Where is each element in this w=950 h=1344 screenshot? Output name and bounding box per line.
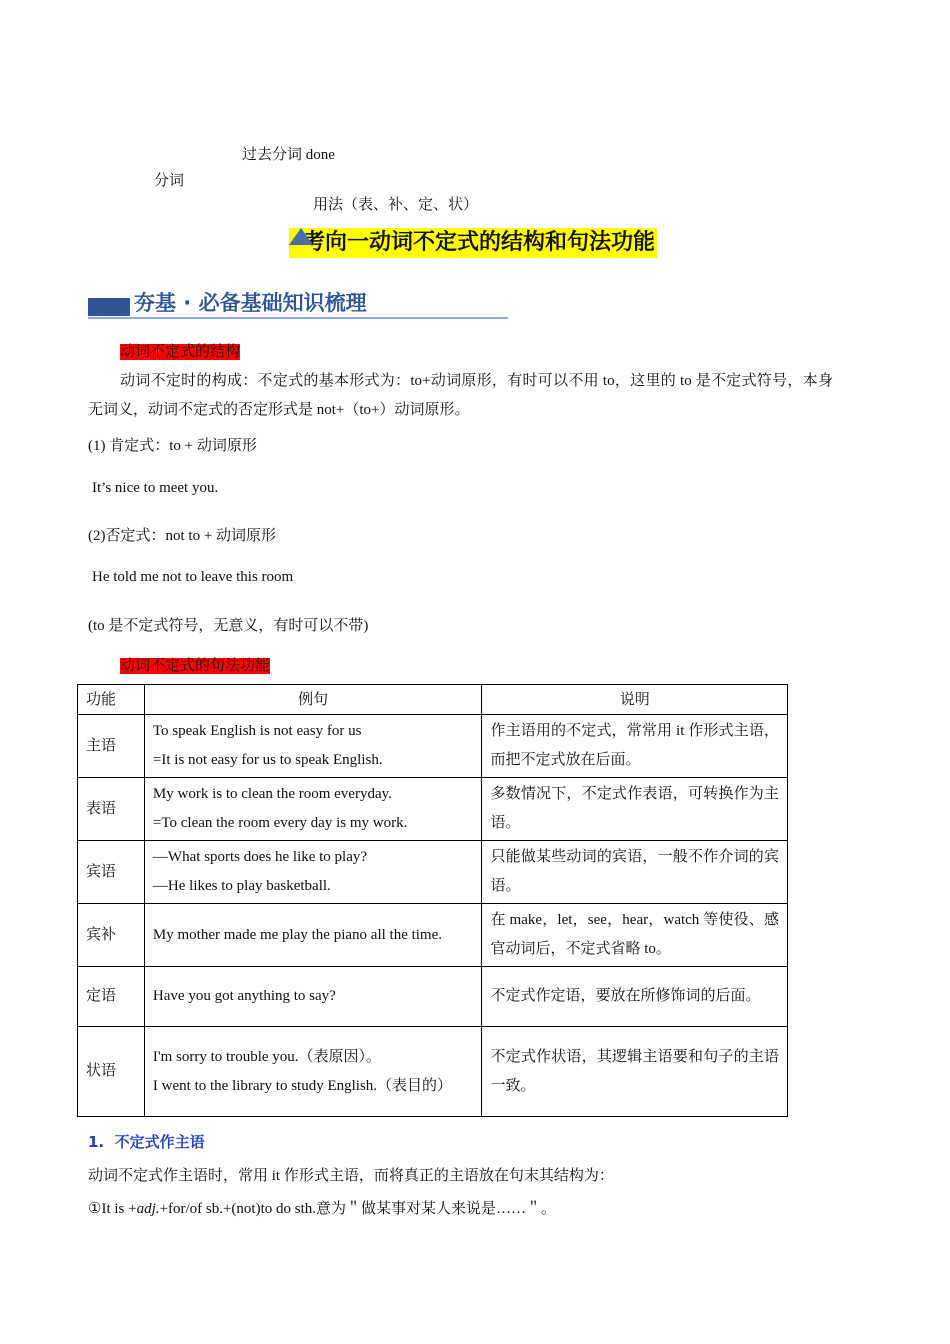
table-row	[78, 904, 788, 967]
function-table	[77, 684, 788, 1117]
row-function: 主语	[78, 715, 145, 778]
row-example: —What sports does he like to play? —He likes to play basketball.	[144, 841, 482, 904]
table-row	[78, 778, 788, 841]
row-explanation: 在 make，let，see，hear，watch 等使役、感官动词后，不定式省略 to。	[482, 904, 788, 967]
negative-example: He told me not to leave this room	[92, 569, 294, 585]
table-row	[78, 967, 788, 1027]
to-note: (to 是不定式符号，无意义，有时可以不带)	[88, 618, 369, 634]
past-participle-line: 过去分词 done	[242, 147, 335, 163]
banner-bar	[88, 298, 130, 316]
affirmative-label: (1) 肯定式：to + 动词原形	[88, 438, 257, 454]
row-function: 定语	[78, 967, 145, 1027]
subsection-heading: 1. 不定式作主语	[88, 1133, 205, 1151]
table-row	[78, 715, 788, 778]
row-explanation: 只能做某些动词的宾语，一般不作介词的宾语。	[482, 841, 788, 904]
row-explanation: 不定式作定语，要放在所修饰词的后面。	[482, 967, 788, 1027]
table-row	[78, 1027, 788, 1117]
header-example: 例句	[144, 685, 482, 715]
structure-heading: 动词不定式的结构	[120, 344, 241, 360]
row-explanation: 作主语用的不定式，常常用 it 作形式主语，而把不定式放在后面。	[482, 715, 788, 778]
row-example: I'm sorry to trouble you.（表原因）。 I went to the library to study English.（表目的）	[144, 1027, 482, 1117]
subsection-rule: ①It is +adj.+for/of sb.+(not)to do sth.意为＂做某事对某人来说是……＂。	[88, 1201, 556, 1217]
header-explanation: 说明	[482, 685, 788, 715]
section-banner: 夯基 · 必备基础知识梳理	[134, 291, 367, 315]
banner-underline	[88, 317, 508, 319]
row-explanation: 多数情况下，不定式作表语，可转换作为主语。	[482, 778, 788, 841]
usage-line: 用法（表、补、定、状）	[313, 197, 479, 213]
table-header-row	[78, 685, 788, 715]
row-function: 宾语	[78, 841, 145, 904]
row-explanation: 不定式作状语，其逻辑主语要和句子的主语一致。	[482, 1027, 788, 1117]
affirmative-example: It’s nice to meet you.	[92, 480, 219, 496]
row-example: My work is to clean the room everyday. =To clean the room every day is my work.	[144, 778, 482, 841]
row-function: 表语	[78, 778, 145, 841]
row-example: Have you got anything to say?	[144, 967, 482, 1027]
header-function: 功能	[78, 685, 145, 715]
row-example: My mother made me play the piano all the time.	[144, 904, 482, 967]
subsection-text: 动词不定式作主语时，常用 it 作形式主语，而将真正的主语放在句末其结构为：	[88, 1168, 614, 1184]
structure-intro: 动词不定时的构成：不定式的基本形式为：to+动词原形，有时可以不用 to，这里的 to 是不定式符号，本身无词义，动词不定式的否定形式是 not+（to+）动词原形。	[88, 373, 833, 418]
page-title: 考向一动词不定式的结构和句法功能	[289, 228, 657, 258]
table-row	[78, 841, 788, 904]
row-function: 状语	[78, 1027, 145, 1117]
participle-label: 分词	[154, 173, 185, 189]
row-function: 宾补	[78, 904, 145, 967]
negative-label: (2)否定式：not to + 动词原形	[88, 528, 277, 544]
triangle-icon	[289, 228, 313, 245]
row-example: To speak English is not easy for us =It is not easy for us to speak English.	[144, 715, 482, 778]
function-heading: 动词不定式的句法功能	[120, 658, 271, 674]
